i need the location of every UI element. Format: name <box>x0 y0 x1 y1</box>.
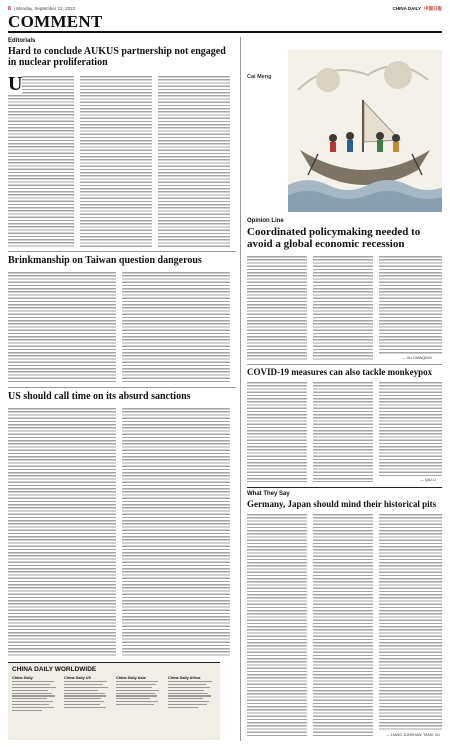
lead-body-col2 <box>80 76 152 247</box>
opinion-signoff: — XU DIANQING <box>402 356 432 360</box>
office-column-4 <box>168 676 213 710</box>
monkeypox-body-col3 <box>379 382 442 476</box>
editorial-divider <box>8 251 236 252</box>
what-they-say-rule <box>247 487 442 488</box>
second-divider <box>8 387 236 388</box>
second-editorial-headline: Brinkmanship on Taiwan question dangerous <box>8 255 202 266</box>
monkeypox-headline: COVID-19 measures can also tackle monkeypox <box>247 367 433 377</box>
opinion-body-col3 <box>379 256 442 354</box>
office-column-3 <box>116 676 161 707</box>
column-divider <box>240 37 241 741</box>
office-column-1 <box>12 676 57 713</box>
office-name: China Daily <box>12 676 33 680</box>
monkeypox-body-col2 <box>313 382 373 482</box>
office-name: China Daily Africa <box>168 676 201 680</box>
wts-body-col3 <box>379 514 442 730</box>
monkeypox-body-col1 <box>247 382 307 482</box>
cartoonist-byline: Cai Meng <box>247 74 272 80</box>
opinion-divider <box>247 364 442 365</box>
opinion-body-col1 <box>247 256 307 360</box>
wts-body-col1 <box>247 514 307 736</box>
wts-signoff: — LIANG JUNSHAN, TANG XU <box>386 733 440 737</box>
opinion-illustration <box>288 50 442 212</box>
worldwide-title: CHINA DAILY WORLDWIDE <box>12 666 97 673</box>
lead-body-col3 <box>158 76 230 247</box>
second-body-col2 <box>122 272 230 382</box>
what-they-say-headline: Germany, Japan should mind their historical pits <box>247 499 437 509</box>
date-line: | Monday, September 12, 2022 <box>13 6 76 11</box>
opinion-line-label: Opinion Line <box>247 218 284 224</box>
lead-body-col1-top <box>22 76 74 94</box>
page-number: 8 <box>8 5 11 12</box>
sanctions-headline: US should call time on its absurd sanctions <box>8 391 191 402</box>
brand-name: CHINA DAILY <box>392 6 421 11</box>
brand-block <box>393 6 442 12</box>
wts-body-col2 <box>313 514 373 736</box>
second-body-col1 <box>8 272 116 382</box>
what-they-say-label: What They Say <box>247 491 290 497</box>
office-column-2 <box>64 676 109 710</box>
office-name: China Daily US <box>64 676 92 680</box>
opinion-headline: Coordinated policymaking needed to avoid a global economic recession <box>247 226 421 250</box>
monkeypox-signoff: — QIU LI <box>420 478 436 482</box>
editorials-label: Editorials <box>8 38 36 44</box>
brand-name-chinese: 中国日报 <box>424 5 442 11</box>
sanctions-body-col2 <box>122 408 230 656</box>
cartoon-graphic <box>288 50 442 212</box>
lead-body-col1 <box>8 95 74 247</box>
opinion-body-col2 <box>313 256 373 360</box>
sanctions-body-col1 <box>8 408 116 656</box>
masthead-rule <box>8 31 442 33</box>
office-name: China Daily Asia <box>116 676 146 680</box>
china-daily-worldwide-box <box>8 662 220 740</box>
section-title: COMMENT <box>8 12 103 31</box>
lead-dropcap: U <box>8 73 23 95</box>
lead-editorial-headline: Hard to conclude AUKUS partnership not engaged in nuclear proliferation <box>8 46 226 68</box>
